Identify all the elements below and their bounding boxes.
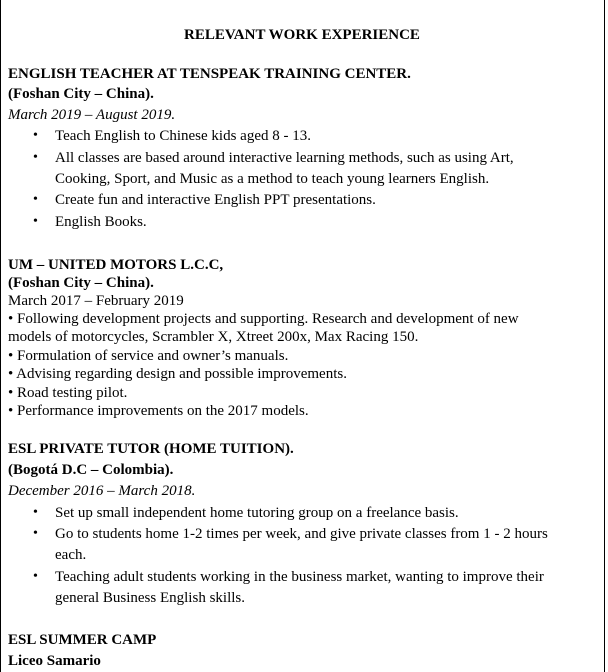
job-2-heading: UM – UNITED MOTORS L.C.C,	[8, 257, 224, 273]
job-2-location: (Foshan City – China).	[8, 275, 154, 291]
job-2-line: • Performance improvements on the 2017 models.	[8, 403, 309, 419]
bullet-icon: •	[33, 569, 38, 584]
job-4-location: Liceo Samario	[8, 653, 101, 669]
left-page-border	[0, 0, 1, 672]
bullet-icon: •	[33, 128, 38, 143]
job-3-bullet-continuation: general Business English skills.	[55, 590, 245, 606]
bullet-icon: •	[33, 505, 38, 520]
job-2-dates: March 2017 – February 2019	[8, 293, 184, 309]
right-page-border	[604, 0, 605, 672]
job-1-bullet: Teach English to Chinese kids aged 8 - 13.	[55, 128, 311, 144]
bullet-icon: •	[33, 150, 38, 165]
job-3-bullet-continuation: each.	[55, 547, 87, 563]
section-title: RELEVANT WORK EXPERIENCE	[184, 27, 420, 43]
job-1-bullet: English Books.	[55, 214, 147, 230]
job-3-heading: ESL PRIVATE TUTOR (HOME TUITION).	[8, 441, 294, 457]
job-2-line: • Advising regarding design and possible improvements.	[8, 366, 347, 382]
job-4-heading: ESL SUMMER CAMP	[8, 632, 157, 648]
job-1-heading: ENGLISH TEACHER AT TENSPEAK TRAINING CENTER.	[8, 66, 411, 82]
job-1-dates: March 2019 – August 2019.	[8, 107, 176, 123]
job-3-location: (Bogotá D.C – Colombia).	[8, 462, 174, 478]
job-3-bullet: Teaching adult students working in the business market, wanting to improve their	[55, 569, 544, 585]
job-1-bullet: Create fun and interactive English PPT presentations.	[55, 192, 376, 208]
job-1-bullet-continuation: Cooking, Sport, and Music as a method to teach young learners English.	[55, 171, 490, 187]
job-2-line: • Following development projects and supporting. Research and development of new	[8, 311, 519, 327]
job-2-line: • Road testing pilot.	[8, 385, 128, 401]
job-3-bullet: Go to students home 1-2 times per week, and give private classes from 1 - 2 hours	[55, 526, 548, 542]
bullet-icon: •	[33, 214, 38, 229]
job-2-line: models of motorcycles, Scrambler X, Xtreet 200x, Max Racing 150.	[8, 329, 419, 345]
bullet-icon: •	[33, 526, 38, 541]
job-2-line: • Formulation of service and owner’s manuals.	[8, 348, 289, 364]
job-3-dates: December 2016 – March 2018.	[8, 483, 196, 499]
bullet-icon: •	[33, 192, 38, 207]
job-3-bullet: Set up small independent home tutoring group on a freelance basis.	[55, 505, 459, 521]
job-1-bullet: All classes are based around interactive learning methods, such as using Art,	[55, 150, 514, 166]
job-1-location: (Foshan City – China).	[8, 86, 154, 102]
